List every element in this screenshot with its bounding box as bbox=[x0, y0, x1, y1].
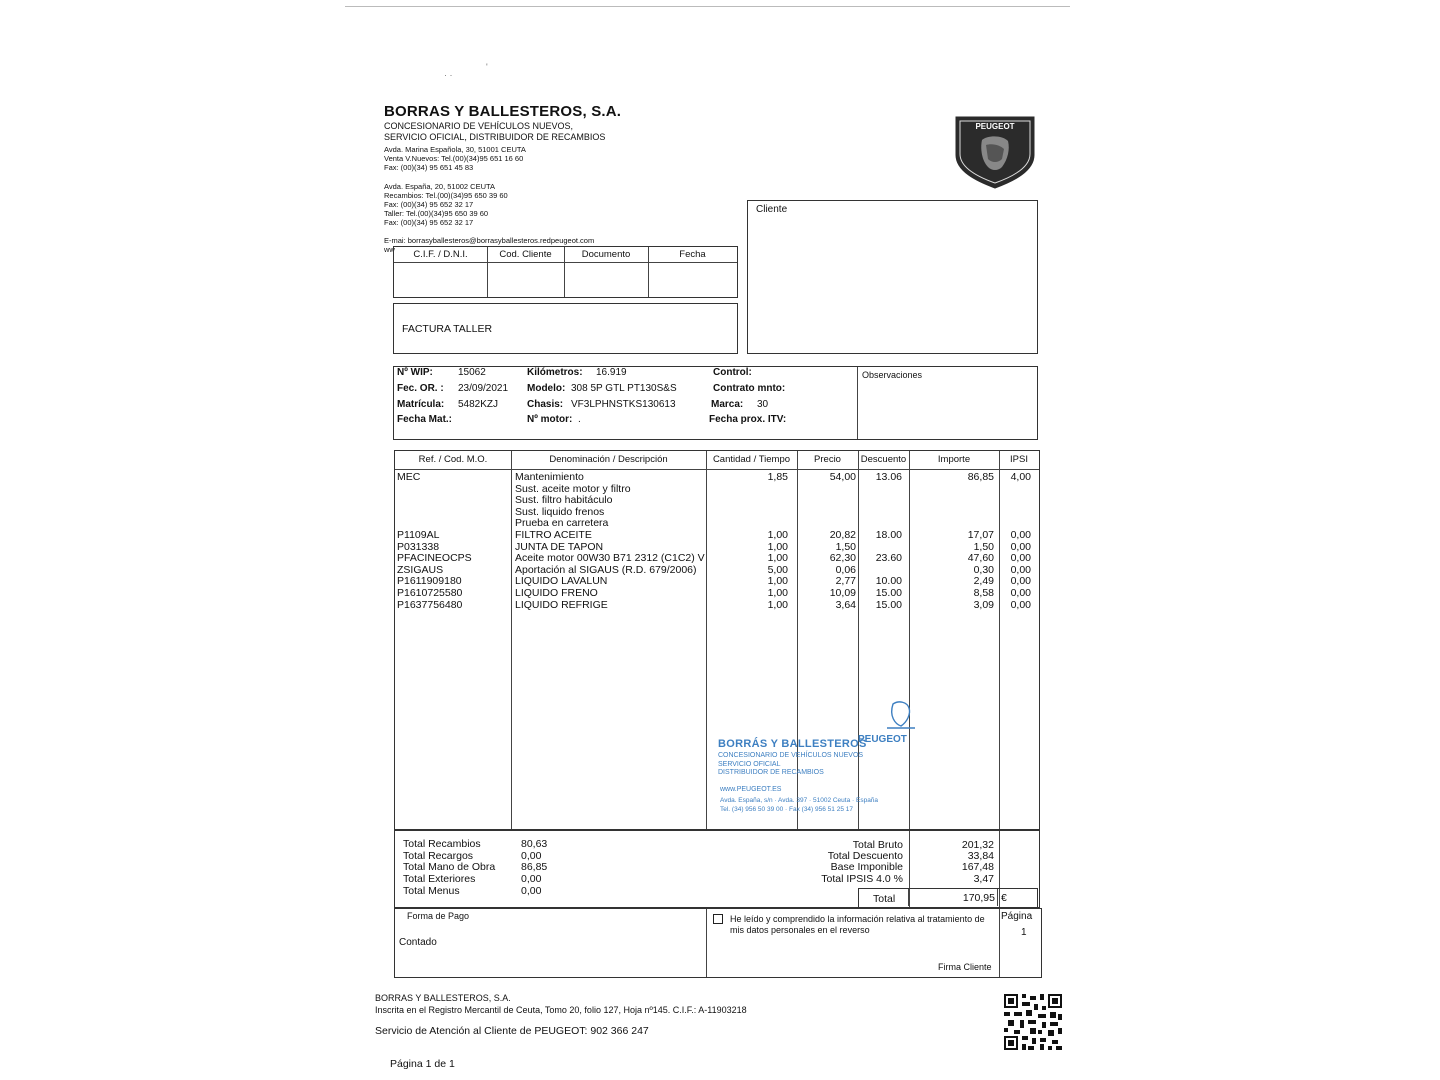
base-imponible-value: 167,48 bbox=[961, 861, 994, 874]
row-discount bbox=[860, 495, 902, 507]
scan-artifact: ' bbox=[486, 62, 488, 72]
grand-total-label: Total bbox=[873, 893, 896, 905]
chasis-value: VF3LPHNSTKS130613 bbox=[571, 399, 676, 410]
row-qty: 1,00 bbox=[767, 575, 788, 588]
row-price: 2,77 bbox=[835, 575, 856, 588]
wip-label: Nº WIP: bbox=[397, 367, 433, 378]
control-label: Control: bbox=[713, 367, 752, 378]
consent-text bbox=[730, 914, 985, 936]
payment-label: Forma de Pago bbox=[407, 911, 470, 921]
row-desc: Sust. liquido frenos bbox=[515, 505, 605, 518]
id-table bbox=[393, 246, 738, 298]
row-qty: 1,00 bbox=[767, 552, 788, 565]
row-ipsi bbox=[1000, 495, 1031, 507]
page-value: 1 bbox=[1021, 927, 1027, 938]
row-desc: LIQUIDO FRENO bbox=[515, 587, 598, 599]
address-1-tel: Venta V.Nuevos: Tel.(00)(34)95 651 16 60 bbox=[384, 154, 524, 163]
row-ipsi: 0,00 bbox=[1010, 587, 1031, 599]
row-desc: Aportación al SIGAUS (R.D. 679/2006) bbox=[515, 563, 697, 576]
marca-value: 30 bbox=[757, 399, 769, 410]
company-description bbox=[384, 121, 605, 143]
currency-symbol: € bbox=[1001, 892, 1007, 904]
row-qty: 1,00 bbox=[767, 540, 788, 553]
col-desc: Denominación / Descripción bbox=[549, 454, 668, 465]
row-ref: P031338 bbox=[397, 540, 440, 553]
page-label: Página bbox=[1001, 911, 1033, 922]
row-amount bbox=[910, 484, 994, 496]
marca-label: Marca: bbox=[711, 399, 744, 410]
km-value: 16.919 bbox=[596, 367, 627, 378]
row-amount: 17,07 bbox=[967, 529, 994, 541]
stamp-line-2: SERVICIO OFICIAL bbox=[718, 760, 781, 768]
row-amount: 1,50 bbox=[973, 540, 994, 553]
row-desc: FILTRO ACEITE bbox=[515, 529, 592, 541]
total-menus-label: Total Menus bbox=[403, 884, 460, 897]
row-qty: 1,00 bbox=[767, 529, 788, 541]
row-ipsi: 0,00 bbox=[1010, 529, 1031, 541]
col-price: Precio bbox=[814, 454, 841, 465]
row-ipsi: 0,00 bbox=[1010, 552, 1031, 565]
row-ref bbox=[397, 495, 507, 507]
row-amount: 2,49 bbox=[973, 575, 994, 588]
footer-page: Página 1 de 1 bbox=[390, 1058, 455, 1070]
row-amount: 3,09 bbox=[973, 598, 994, 611]
row-ref: P1610725580 bbox=[397, 587, 463, 599]
page-top-edge bbox=[345, 6, 1070, 7]
row-price: 10,09 bbox=[829, 587, 856, 599]
stamp-line-1: CONCESIONARIO DE VEHÍCULOS NUEVOS bbox=[718, 752, 864, 759]
row-qty: 1,85 bbox=[767, 471, 788, 483]
row-price: 20,82 bbox=[829, 529, 856, 541]
address-1: Avda. Marina Española, 30, 51001 CEUTA bbox=[384, 145, 526, 154]
consent-text-1: He leído y comprendido la información relativa al tratamiento de bbox=[730, 914, 985, 924]
header-cod-cliente: Cod. Cliente bbox=[499, 249, 552, 260]
row-ref: P1109AL bbox=[397, 529, 440, 541]
company-name: BORRAS Y BALLESTEROS, S.A. bbox=[384, 103, 622, 120]
modelo-label: Modelo: bbox=[527, 383, 566, 394]
stamp-lion-icon bbox=[881, 700, 921, 734]
total-ipsis-value: 3,47 bbox=[973, 872, 994, 885]
wip-value: 15062 bbox=[458, 367, 486, 378]
row-discount: 13.06 bbox=[875, 471, 902, 483]
row-desc: Mantenimiento bbox=[515, 471, 584, 483]
row-ipsi: 4,00 bbox=[1010, 471, 1031, 483]
total-bruto-label: Total Bruto bbox=[852, 839, 903, 851]
matricula-label: Matrícula: bbox=[397, 399, 445, 410]
row-qty bbox=[708, 495, 788, 507]
fec-or-value: 23/09/2021 bbox=[458, 383, 509, 394]
stamp-tel: Tel. (34) 956 50 39 00 · Fax (34) 956 51 25 17 bbox=[720, 806, 853, 813]
stamp-name: BORRÁS Y BALLESTEROS bbox=[718, 738, 867, 750]
km-label: Kilómetros: bbox=[527, 367, 583, 378]
row-desc: LIQUIDO LAVALUN bbox=[515, 575, 608, 588]
stamp-address: Avda. España, s/n · Avda. 397 · 51002 Ceuta · España bbox=[720, 797, 879, 804]
stamp-web: www.PEUGEOT.ES bbox=[720, 786, 782, 793]
total-descuento-value: 33,84 bbox=[967, 850, 994, 863]
stamp-line-3: DISTRIBUIDOR DE RECAMBIOS bbox=[718, 769, 824, 776]
address-block-1 bbox=[384, 145, 526, 172]
header-cif: C.I.F. / D.N.I. bbox=[413, 249, 468, 260]
row-amount: 86,85 bbox=[967, 471, 994, 483]
row-desc: LIQUIDO REFRIGE bbox=[515, 598, 608, 611]
total-recargos-value: 0,00 bbox=[521, 849, 542, 862]
row-price bbox=[797, 507, 856, 519]
address-2-fax: Fax: (00)(34) 95 652 32 17 bbox=[384, 200, 474, 209]
row-discount: 15.00 bbox=[875, 598, 902, 611]
client-box bbox=[747, 200, 1038, 354]
row-ref bbox=[397, 484, 507, 496]
row-ipsi bbox=[1000, 484, 1031, 496]
logo-text: PEUGEOT bbox=[975, 122, 1015, 131]
footer-service: Servicio de Atención al Cliente de PEUGEOT: 902 366 247 bbox=[375, 1025, 649, 1037]
total-recambios-value: 80,63 bbox=[521, 838, 548, 850]
stamp-brand: PEUGEOT bbox=[858, 734, 907, 745]
total-mano-obra-value: 86,85 bbox=[521, 861, 548, 874]
col-discount: Descuento bbox=[860, 454, 907, 465]
doc-type: FACTURA TALLER bbox=[402, 323, 493, 335]
total-exteriores-label: Total Exteriores bbox=[403, 873, 476, 886]
grand-total-value: 170,95 bbox=[962, 892, 995, 904]
row-amount: 0,30 bbox=[973, 563, 994, 576]
total-mano-obra-label: Total Mano de Obra bbox=[403, 861, 496, 874]
observaciones-label: Observaciones bbox=[862, 370, 923, 380]
total-exteriores-value: 0,00 bbox=[521, 873, 542, 886]
scan-artifact: · · bbox=[444, 70, 453, 80]
row-ref: P1637756480 bbox=[397, 598, 463, 611]
address-2-recambios: Recambios: Tel.(00)(34)95 650 39 60 bbox=[384, 191, 508, 200]
row-amount bbox=[910, 507, 994, 519]
row-desc: Aceite motor 00W30 B71 2312 (C1C2) V bbox=[515, 552, 705, 565]
row-qty: 5,00 bbox=[767, 563, 788, 576]
total-bruto-value: 201,32 bbox=[961, 839, 994, 851]
row-ipsi: 0,00 bbox=[1010, 598, 1031, 611]
contrato-label: Contrato mnto: bbox=[713, 383, 786, 394]
peugeot-logo bbox=[952, 115, 1038, 189]
company-sub1: CONCESIONARIO DE VEHÍCULOS NUEVOS, bbox=[384, 121, 574, 131]
row-ipsi: 0,00 bbox=[1010, 563, 1031, 576]
row-price: 3,64 bbox=[835, 598, 856, 611]
row-ref: PFACINEOCPS bbox=[397, 552, 472, 565]
modelo-value: 308 5P GTL PT130S&S bbox=[571, 383, 677, 394]
address-2-taller: Taller: Tel.(00)(34)95 650 39 60 bbox=[384, 209, 489, 218]
company-web-fragment: ww bbox=[384, 245, 395, 254]
address-2: Avda. España, 20, 51002 CEUTA bbox=[384, 182, 496, 191]
address-1-fax: Fax: (00)(34) 95 651 45 83 bbox=[384, 163, 474, 172]
footer-registry: Inscrita en el Registro Mercantil de Ceuta, Tomo 20, folio 127, Hoja nº145. C.I.F.: A-11903218 bbox=[375, 1005, 747, 1015]
payment-box bbox=[394, 908, 1042, 978]
row-discount: 18.00 bbox=[875, 529, 902, 541]
header-documento: Documento bbox=[581, 249, 631, 260]
itv-label: Fecha prox. ITV: bbox=[709, 414, 787, 425]
row-discount: 15.00 bbox=[875, 587, 902, 599]
fec-or-label: Fec. OR. : bbox=[397, 383, 444, 394]
total-recargos-label: Total Recargos bbox=[403, 849, 474, 862]
row-desc: Sust. filtro habitáculo bbox=[515, 494, 613, 507]
consent-text-2: mis datos personales en el reverso bbox=[730, 925, 870, 935]
row-ref: P1611909180 bbox=[397, 575, 462, 588]
row-qty bbox=[708, 484, 788, 496]
total-menus-value: 0,00 bbox=[521, 884, 542, 897]
row-qty: 1,00 bbox=[767, 598, 788, 611]
row-amount: 47,60 bbox=[967, 552, 994, 565]
row-discount bbox=[860, 484, 902, 496]
col-ref: Ref. / Cod. M.O. bbox=[418, 454, 488, 465]
chasis-label: Chasis: bbox=[527, 399, 564, 410]
row-ipsi bbox=[1000, 507, 1031, 519]
row-desc: Prueba en carretera bbox=[515, 517, 609, 530]
row-discount: 10.00 bbox=[875, 575, 902, 588]
grand-total-box bbox=[858, 888, 1038, 908]
row-price: 0,06 bbox=[835, 563, 856, 576]
row-ref: MEC bbox=[397, 471, 421, 483]
motor-label: Nº motor: bbox=[527, 414, 573, 425]
header-fecha: Fecha bbox=[679, 249, 706, 260]
qr-code bbox=[1004, 994, 1062, 1050]
company-email: E-mai: borrasyballesteros@borrasyballesteros.redpeugeot.com bbox=[384, 236, 595, 245]
total-descuento-label: Total Descuento bbox=[827, 850, 903, 863]
company-sub2: SERVICIO OFICIAL, DISTRIBUIDOR DE RECAMBIOS bbox=[384, 132, 606, 142]
firma-cliente: Firma Cliente bbox=[938, 962, 992, 972]
row-price: 1,50 bbox=[835, 540, 856, 553]
address-2-fax2: Fax: (00)(34) 95 652 32 17 bbox=[384, 218, 474, 227]
col-ipsi: IPSI bbox=[1010, 454, 1028, 465]
dealer-stamp bbox=[718, 700, 958, 820]
client-label: Cliente bbox=[756, 204, 788, 215]
fecha-mat-label: Fecha Mat.: bbox=[397, 414, 453, 425]
row-desc: Sust. aceite motor y filtro bbox=[515, 482, 631, 495]
address-block-2 bbox=[384, 182, 508, 227]
row-ipsi: 0,00 bbox=[1010, 575, 1031, 588]
row-discount bbox=[860, 507, 902, 519]
total-ipsis-label: Total IPSIS 4.0 % bbox=[821, 872, 903, 885]
payment-value: Contado bbox=[399, 937, 437, 948]
row-qty: 1,00 bbox=[767, 587, 788, 599]
base-imponible-label: Base Imponible bbox=[830, 861, 903, 874]
total-recambios-label: Total Recambios bbox=[403, 838, 481, 850]
footer-company: BORRAS Y BALLESTEROS, S.A. bbox=[375, 993, 511, 1003]
row-ipsi: 0,00 bbox=[1010, 540, 1031, 553]
row-desc: JUNTA DE TAPON bbox=[515, 540, 604, 553]
matricula-value: 5482KZJ bbox=[458, 399, 499, 410]
row-qty bbox=[708, 507, 788, 519]
row-ref: ZSIGAUS bbox=[397, 563, 444, 576]
motor-value: . bbox=[578, 414, 581, 425]
row-price: 54,00 bbox=[829, 471, 856, 483]
row-amount bbox=[910, 495, 994, 507]
row-ref bbox=[397, 507, 507, 519]
row-price: 62,30 bbox=[829, 552, 856, 565]
row-price bbox=[797, 495, 856, 507]
row-discount: 23.60 bbox=[875, 552, 902, 565]
doc-type-box bbox=[393, 303, 738, 354]
row-amount: 8,58 bbox=[973, 587, 994, 599]
stamp-lines bbox=[718, 752, 863, 778]
consent-checkbox[interactable] bbox=[713, 914, 723, 924]
col-amount: Importe bbox=[937, 454, 971, 465]
row-price bbox=[797, 484, 856, 496]
col-qty: Cantidad / Tiempo bbox=[712, 454, 791, 465]
